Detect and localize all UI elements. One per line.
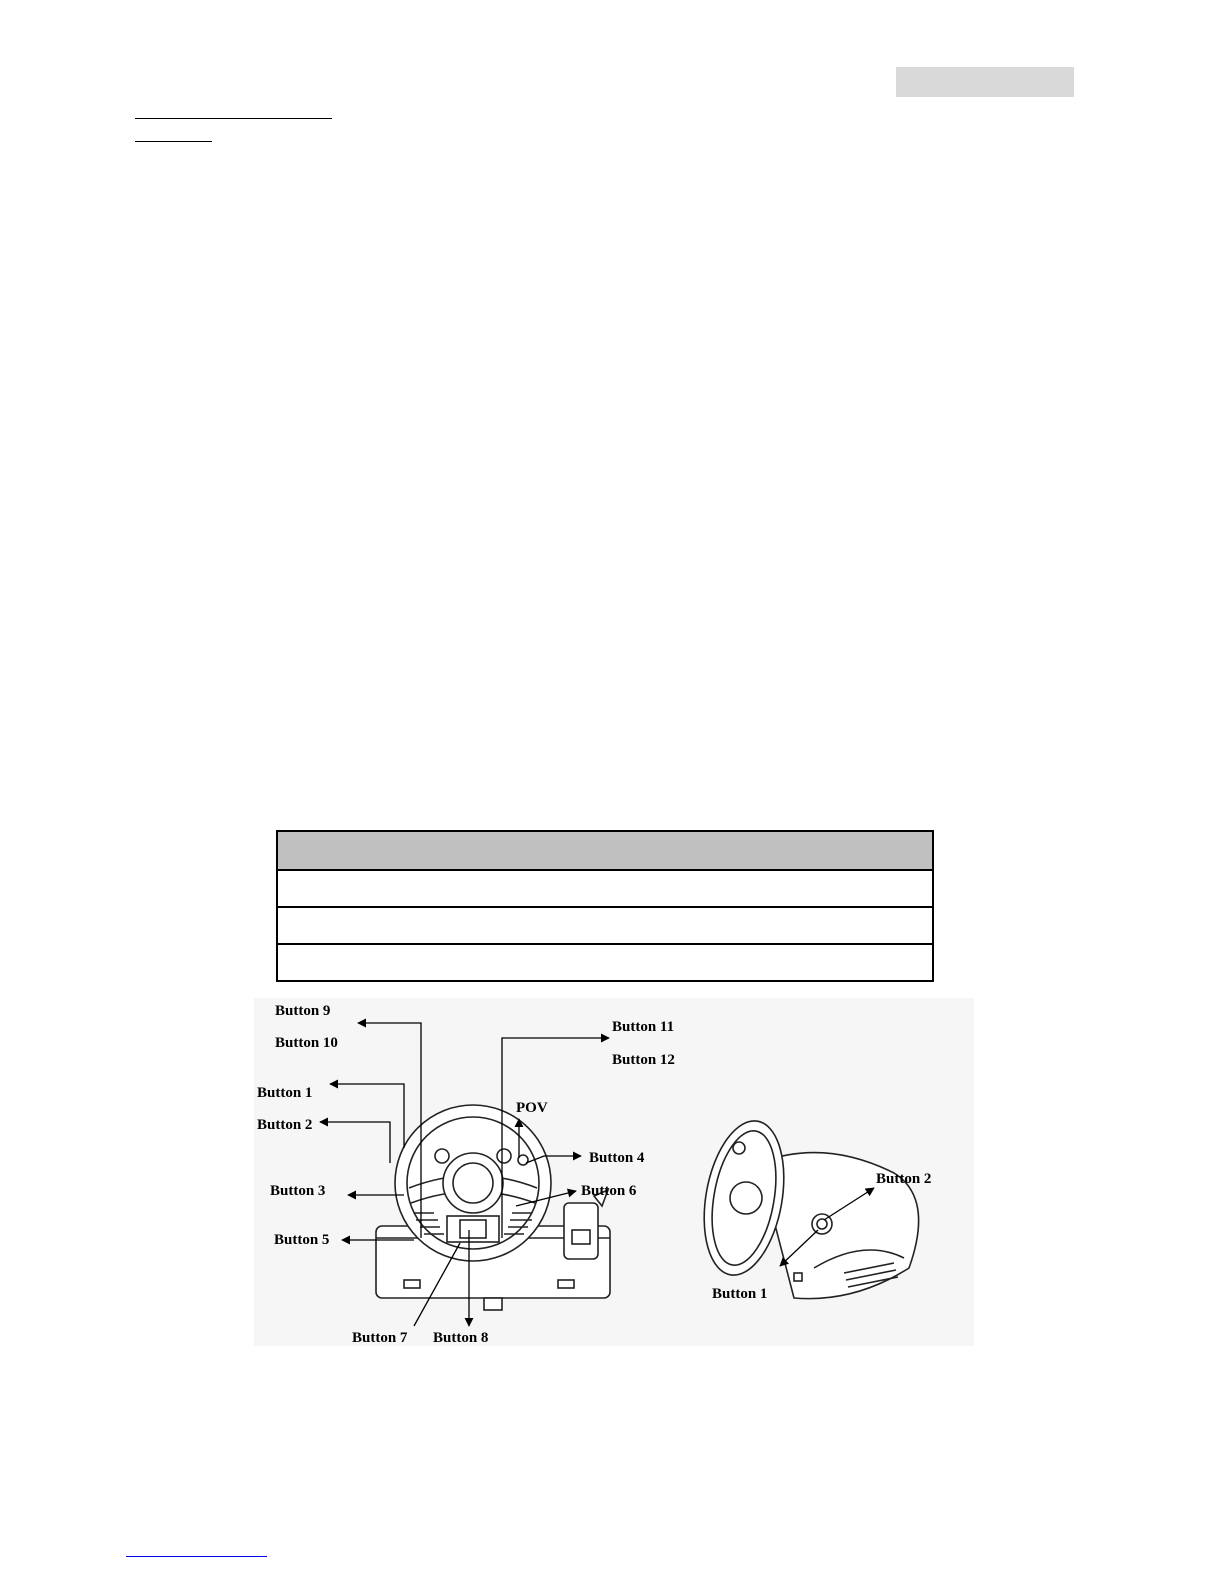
table-cell (277, 944, 933, 981)
label-button-4: Button 4 (589, 1150, 645, 1166)
table-cell (277, 870, 933, 907)
subtitle-underline (135, 141, 212, 142)
label-button-8: Button 8 (433, 1330, 489, 1346)
label-pov: POV (516, 1100, 548, 1116)
spec-table (276, 830, 934, 982)
label-button-9: Button 9 (275, 1003, 331, 1019)
table-row (277, 944, 933, 981)
table-cell (277, 907, 933, 944)
label-button-6: Button 6 (581, 1183, 637, 1199)
table-header-row (277, 831, 933, 870)
front-wheel-drawing (376, 1105, 610, 1310)
label-button-11: Button 11 (612, 1019, 675, 1035)
table-row (277, 870, 933, 907)
label-button-3: Button 3 (270, 1183, 326, 1199)
header-shaded-box (896, 67, 1074, 97)
label-button-12: Button 12 (612, 1052, 675, 1068)
table-row (277, 907, 933, 944)
label-button-2: Button 2 (257, 1117, 313, 1133)
label-side-button-2: Button 2 (876, 1171, 932, 1187)
label-button-5: Button 5 (274, 1232, 330, 1248)
table-header-cell (277, 831, 933, 870)
label-button-10: Button 10 (275, 1035, 338, 1051)
wheel-button-diagram (254, 998, 974, 1346)
label-button-1: Button 1 (257, 1085, 313, 1101)
label-side-button-1: Button 1 (712, 1286, 768, 1302)
side-wheel-drawing (693, 1115, 919, 1299)
label-button-7: Button 7 (352, 1330, 408, 1346)
title-underline (135, 118, 332, 119)
footer-link-underline[interactable] (126, 1556, 267, 1557)
